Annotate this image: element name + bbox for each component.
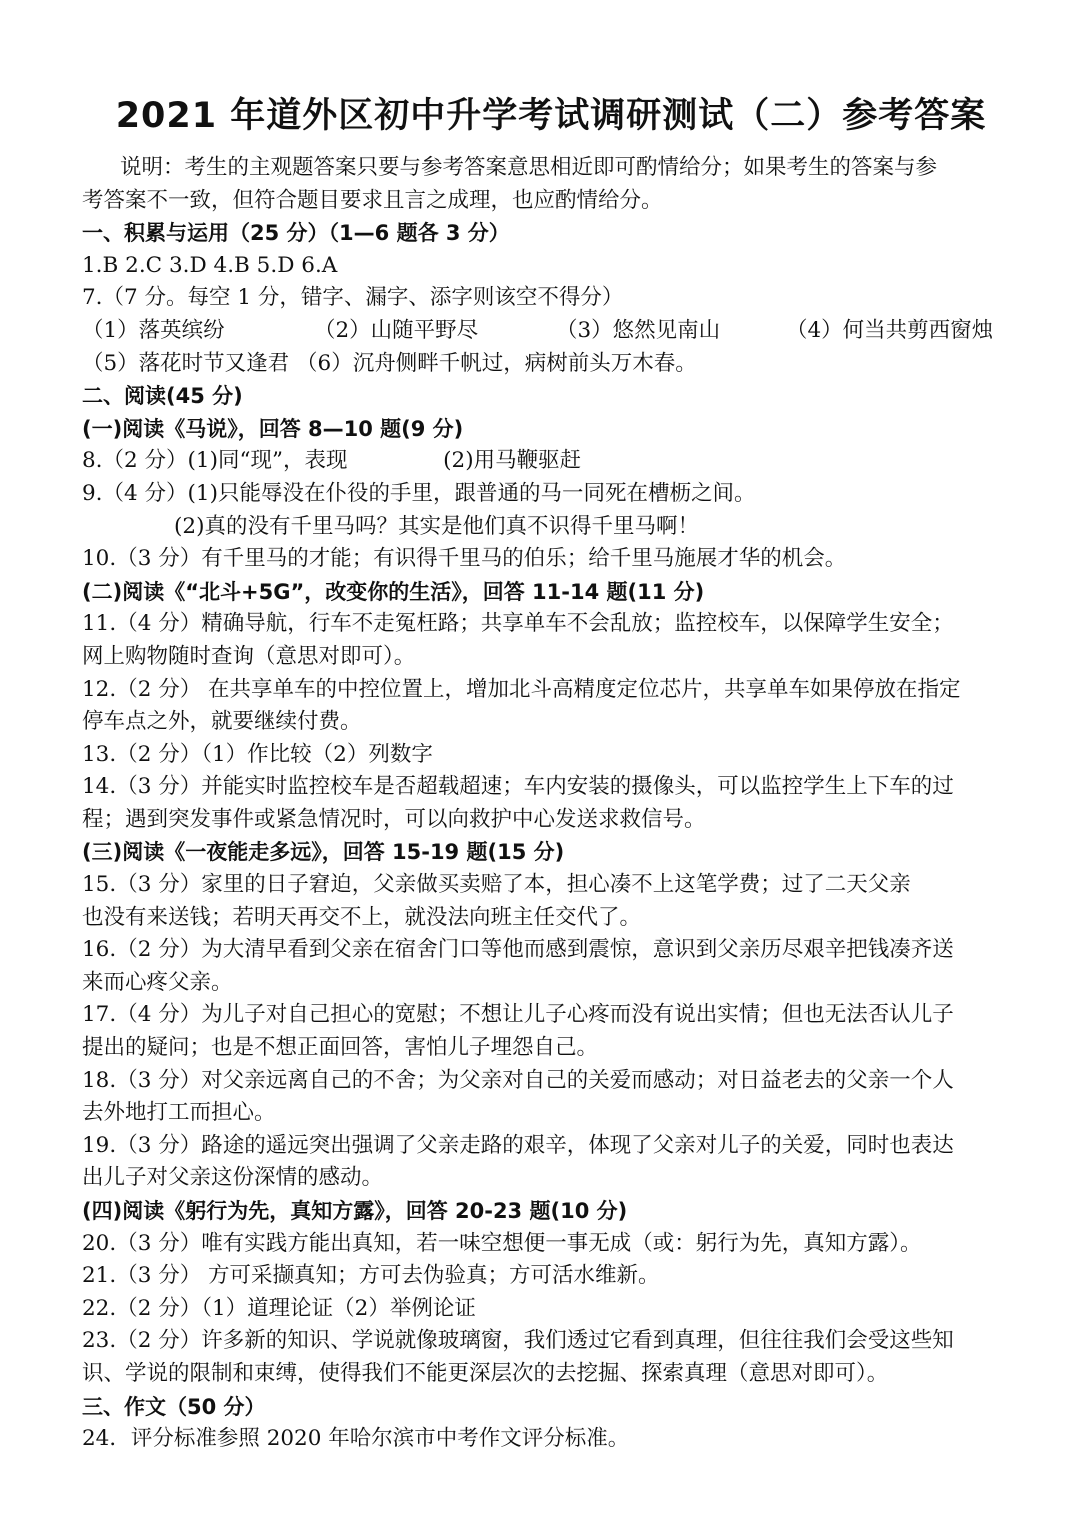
answer-line: 7.（7 分。每空 1 分，错字、漏字、添字则该空不得分）	[82, 285, 624, 311]
q7-item: （3）悠然见南山	[556, 317, 721, 343]
subsection-heading: (一)阅读《马说》，回答 8—10 题(9 分)	[82, 416, 464, 441]
answer-line: 17.（4 分）为儿子对自己担心的宽慰；不想让儿子心疼而没有说出实情；但也无法否认儿子	[82, 1002, 954, 1028]
answer-line: 来而心疼父亲。	[82, 969, 233, 995]
note-line: 说明：考生的主观题答案只要与参考答案意思相近即可酌情给分；如果考生的答案与参	[120, 155, 938, 180]
q7-item: （1）落英缤纷	[82, 317, 225, 343]
section-heading: 三、作文（50 分）	[82, 1394, 266, 1419]
answer-line: 提出的疑问；也是不想正面回答，害怕儿子埋怨自己。	[82, 1035, 599, 1061]
answer-line: 22.（2 分）（1）道理论证（2）举例论证	[82, 1295, 476, 1321]
q7-item: （2）山随平野尽	[314, 317, 479, 343]
answer-line: (2)真的没有千里马吗？其实是他们真不识得千里马啊！	[174, 513, 699, 539]
subsection-heading: (二)阅读《“北斗+5G”，改变你的生活》，回答 11-14 题(11 分)	[82, 579, 705, 604]
answer-line: 14.（3 分）并能实时监控校车是否超载超速；车内安装的摄像头，可以监控学生上下车的过	[82, 774, 954, 800]
q7-items-row	[82, 315, 1020, 348]
answer-line: 10.（3 分）有千里马的才能；有识得千里马的伯乐；给千里马施展才华的机会。	[82, 546, 847, 572]
answer-line: 23.（2 分）许多新的知识、学说就像玻璃窗，我们透过它看到真理，但往往我们会受这些知	[82, 1328, 954, 1354]
answer-line: 11.（4 分）精确导航，行车不走冤枉路；共享单车不会乱放；监控校车，以保障学生安全；	[82, 611, 954, 637]
answer-line: 15.（3 分）家里的日子窘迫，父亲做买卖赔了本，担心凑不上这笔学费；过了二天父亲	[82, 872, 911, 898]
section-heading: 二、阅读(45 分)	[82, 384, 243, 409]
subsection-heading: (四)阅读《躬行为先，真知方露》，回答 20-23 题(10 分)	[82, 1199, 628, 1223]
answer-line: 19.（3 分）路途的遥远突出强调了父亲走路的艰辛，体现了父亲对儿子的关爱，同时也表达	[82, 1132, 954, 1158]
answer-line: 24．评分标准参照 2020 年哈尔滨市中考作文评分标准。	[82, 1426, 630, 1452]
answer-line: 也没有来送钱；若明天再交不上，就没法向班主任交代了。	[82, 904, 642, 930]
answer-line: 程；遇到突发事件或紧急情况时，可以向救护中心发送求救信号。	[82, 806, 706, 832]
answer-line: 20.（3 分）唯有实践方能出真知，若一味空想便一事无成（或：躬行为先，真知方露）。	[82, 1230, 922, 1256]
q7-item: （4）何当共剪西窗烛	[786, 317, 994, 343]
answer-line: 识、学说的限制和束缚，使得我们不能更深层次的去挖掘、探索真理（意思对即可）。	[82, 1360, 889, 1386]
document-title: 2021 年道外区初中升学考试调研测试（二）参考答案	[115, 96, 987, 136]
answer-line: 去外地打工而担心。	[82, 1100, 276, 1126]
answer-line: 出儿子对父亲这份深情的感动。	[82, 1165, 384, 1191]
answer-line: 21.（3 分） 方可采撷真知；方可去伪验真；方可活水维新。	[82, 1263, 660, 1289]
answer-line: 1.B 2.C 3.D 4.B 5.D 6.A	[82, 252, 338, 278]
answer-line: 18.（3 分）对父亲远离自己的不舍；为父亲对自己的关爱而感动；对日益老去的父亲一个人	[82, 1067, 954, 1093]
answer-line: 网上购物随时查询（意思对即可）。	[82, 643, 416, 669]
answer-line: 停车点之外，就要继续付费。	[82, 709, 362, 735]
answer-line: 16.（2 分）为大清早看到父亲在宿舍门口等他而感到震惊，意识到父亲历尽艰辛把钱凑齐送	[82, 937, 954, 963]
note-line: 考答案不一致，但符合题目要求且言之成理，也应酌情给分。	[82, 187, 663, 213]
answer-line: 13.（2 分）（1）作比较（2）列数字	[82, 741, 433, 767]
q7-items-row: （5）落花时节又逢君 （6）沉舟侧畔千帆过，病树前头万木春。	[82, 350, 697, 376]
answer-line: 8.（2 分）(1)同“现”，表现 (2)用马鞭驱赶	[82, 448, 582, 474]
section-heading: 一、积累与运用（25 分）（1—6 题各 3 分）	[82, 221, 510, 246]
subsection-heading: (三)阅读《一夜能走多远》，回答 15-19 题(15 分)	[82, 840, 565, 865]
answer-line: 9.（4 分）(1)只能辱没在仆役的手里，跟普通的马一同死在槽枥之间。	[82, 480, 756, 506]
answer-line: 12.（2 分） 在共享单车的中控位置上，增加北斗高精度定位芯片，共享单车如果停放在指定	[82, 676, 961, 702]
